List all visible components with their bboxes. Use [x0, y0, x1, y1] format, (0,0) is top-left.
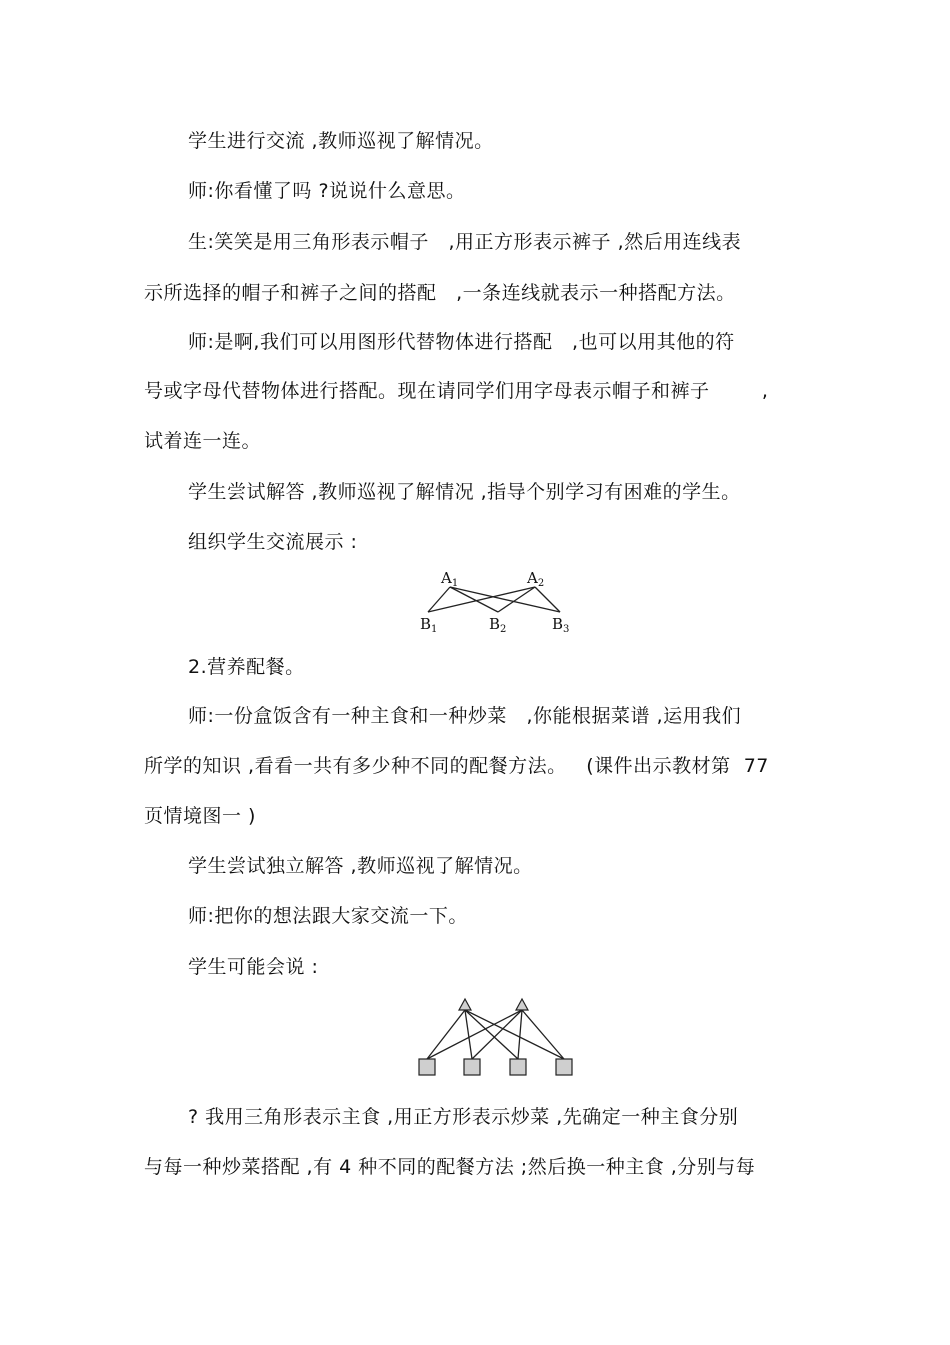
section-heading: 2.营养配餐。 — [188, 656, 305, 678]
square-icon — [510, 1059, 526, 1075]
paragraph-line: 所学的知识 ,看看一共有多少种不同的配餐方法。 (课件出示教材第 77 — [144, 755, 769, 777]
paragraph-line: 号或字母代替物体进行搭配。现在请同学们用字母表示帽子和裤子 , — [144, 380, 769, 402]
paragraph-line: 学生可能会说 : — [188, 956, 319, 978]
paragraph-line: 与每一种炒菜搭配 ,有 4 种不同的配餐方法 ;然后换一种主食 ,分别与每 — [144, 1156, 756, 1178]
connector-line — [522, 1010, 564, 1059]
paragraph-line: ? 我用三角形表示主食 ,用正方形表示炒菜 ,先确定一种主食分别 — [188, 1106, 739, 1128]
shape-matching-diagram — [410, 994, 580, 1080]
connector-line — [427, 1010, 465, 1059]
triangle-icon — [516, 999, 528, 1010]
paragraph-line: 生:笑笑是用三角形表示帽子 ,用正方形表示裤子 ,然后用连线表 — [188, 231, 742, 253]
connector-line — [465, 1010, 472, 1059]
node-label-a2: $A_2$ — [527, 569, 545, 589]
paragraph-line: 学生尝试解答 ,教师巡视了解情况 ,指导个别学习有困难的学生。 — [188, 481, 741, 503]
paragraph-line: 页情境图一 ) — [144, 805, 256, 827]
connector-line — [428, 587, 535, 612]
triangle-icon — [459, 999, 471, 1010]
square-icon — [419, 1059, 435, 1075]
paragraph-line: 师:你看懂了吗 ?说说什么意思。 — [188, 180, 466, 202]
paragraph-line: 师:一份盒饭含有一种主食和一种炒菜 ,你能根据菜谱 ,运用我们 — [188, 705, 742, 727]
node-label-a1: $A_1$ — [441, 569, 459, 589]
square-icon — [556, 1059, 572, 1075]
connector-line — [535, 587, 560, 612]
node-label-b2: $B_2$ — [489, 615, 507, 635]
paragraph-line: 示所选择的帽子和裤子之间的搭配 ,一条连线就表示一种搭配方法。 — [144, 282, 736, 304]
letter-matching-diagram — [410, 566, 580, 638]
paragraph-line: 师:是啊,我们可以用图形代替物体进行搭配 ,也可以用其他的符 — [188, 331, 735, 353]
connector-line — [427, 1010, 522, 1059]
paragraph-line: 学生进行交流 ,教师巡视了解情况。 — [188, 130, 494, 152]
paragraph-line: 师:把你的想法跟大家交流一下。 — [188, 905, 468, 927]
node-label-b3: $B_3$ — [552, 615, 570, 635]
paragraph-line: 学生尝试独立解答 ,教师巡视了解情况。 — [188, 855, 533, 877]
connector-line — [465, 1010, 518, 1059]
paragraph-line: 试着连一连。 — [144, 430, 262, 452]
paragraph-line: 组织学生交流展示 : — [188, 531, 358, 553]
square-icon — [464, 1059, 480, 1075]
connector-line — [450, 587, 498, 612]
connector-line — [518, 1010, 522, 1059]
node-label-b1: $B_1$ — [420, 615, 438, 635]
connector-line — [450, 587, 560, 612]
